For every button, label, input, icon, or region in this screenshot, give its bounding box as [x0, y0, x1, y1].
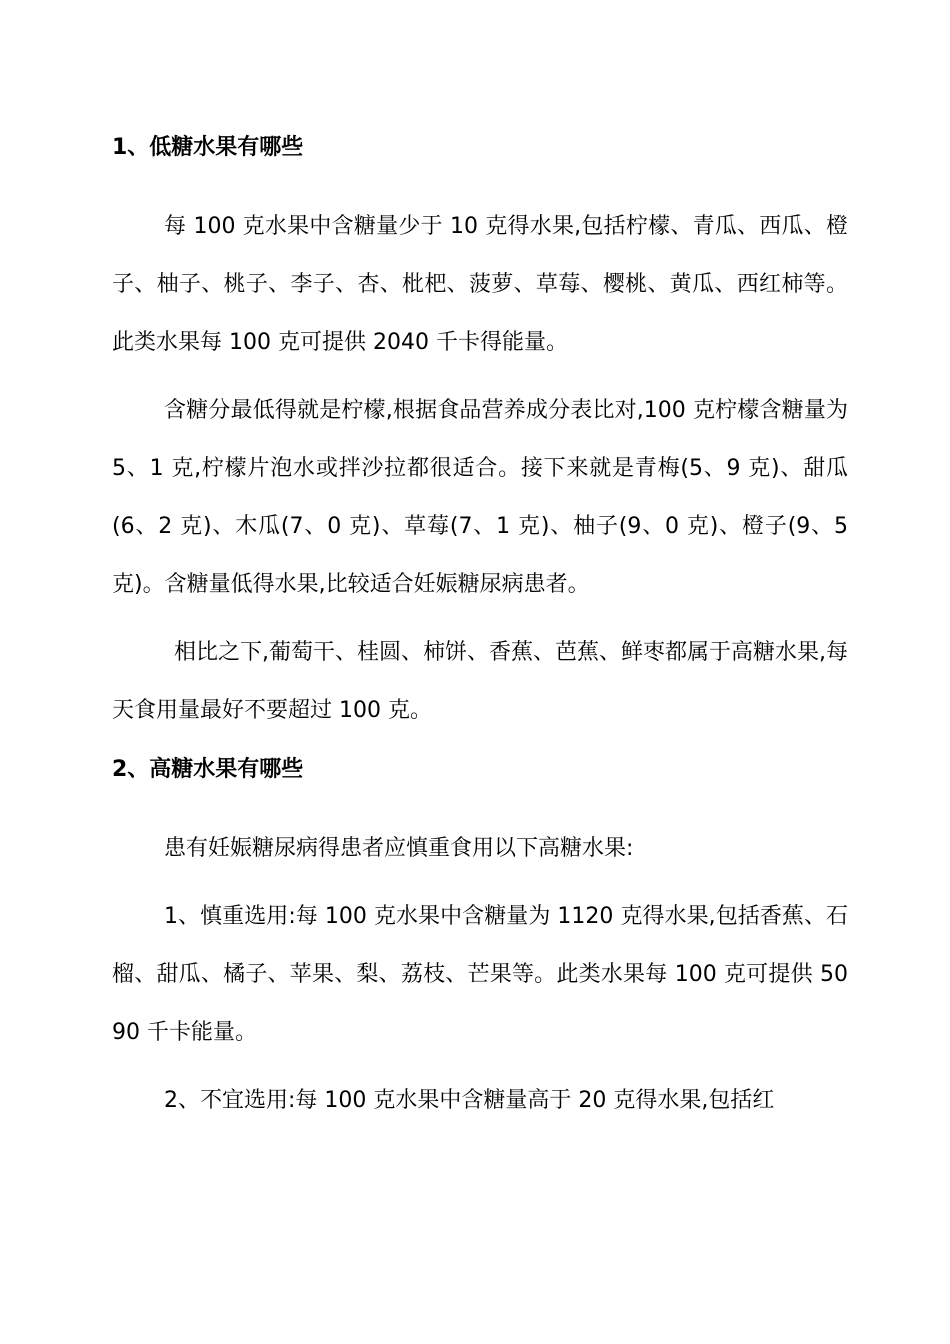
section-2-paragraph-3: 2、不宜选用:每 100 克水果中含糖量高于 20 克得水果,包括红 — [164, 1088, 775, 1113]
document-body — [112, 128, 848, 1140]
section-1-paragraph-1: 每 100 克水果中含糖量少于 10 克得水果,包括柠檬、青瓜、西瓜、橙子、柚子、桃子、李子、杏、枇杷、菠萝、草莓、樱桃、黄瓜、西红柿等。此类水果每 100 克可提供 2040 千卡得能量。 — [112, 214, 848, 355]
section-1-paragraph-2: 含糖分最低得就是柠檬,根据食品营养成分表比对,100 克柠檬含糖量为 5、1 克,柠檬片泡水或拌沙拉都很适合。接下来就是青梅(5、9 克)、甜瓜(6、2 克)、木瓜(7、0 克)、草莓(7、1 克)、柚子(9、0 克)、橙子(9、5 克)。含糖量低得水果,比较适合妊娠糖尿病患者。 — [112, 398, 848, 597]
section-1-heading: 1、低糖水果有哪些 — [112, 135, 304, 160]
section-2-paragraph-1: 患有妊娠糖尿病得患者应慎重食用以下高糖水果: — [164, 836, 634, 861]
section-2-heading: 2、高糖水果有哪些 — [112, 757, 304, 782]
section-1-paragraph-3: 相比之下,葡萄干、桂圆、柿饼、香蕉、芭蕉、鲜枣都属于高糖水果,每天食用量最好不要超过 100 克。 — [112, 640, 848, 723]
section-2-paragraph-2: 1、慎重选用:每 100 克水果中含糖量为 1120 克得水果,包括香蕉、石榴、甜瓜、橘子、苹果、梨、荔枝、芒果等。此类水果每 100 克可提供 5090 千卡能量。 — [112, 904, 848, 1045]
